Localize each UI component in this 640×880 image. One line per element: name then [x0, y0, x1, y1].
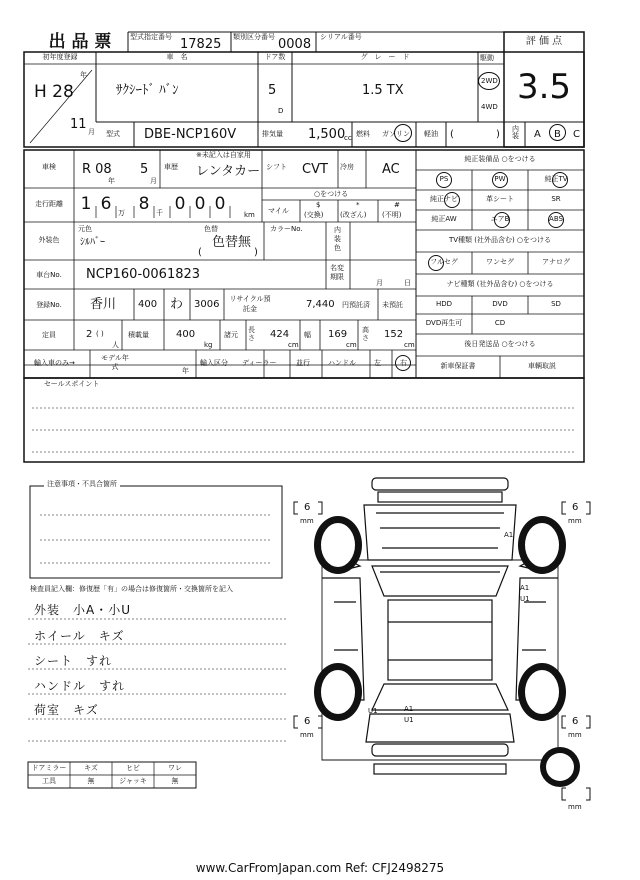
year-unit: 年 — [80, 71, 87, 79]
plate-number: 3006 — [194, 299, 220, 310]
capacity-label: 定員 — [42, 331, 56, 339]
rating-label: 評 価 点 — [525, 36, 563, 47]
right-label: 右 — [400, 359, 407, 367]
history-value: レンタカー — [196, 164, 261, 179]
tools-jack-label: ジャッキ — [119, 777, 147, 785]
equipment-title: 純正装備品 ○をつける — [464, 155, 536, 163]
navi-hdd: HDD — [435, 300, 453, 308]
history-note: ※未記入は自家用 — [196, 151, 251, 159]
tools-crack-label: ヒビ — [126, 764, 140, 772]
tread-rr-unit: mm — [568, 731, 582, 739]
grade-label: グ レ ー ド — [360, 53, 410, 61]
left-label: 左 — [374, 359, 381, 367]
plate-label: 登録No. — [36, 301, 62, 309]
length-label: 長さ — [248, 326, 255, 342]
unknown-symbol: # — [394, 201, 400, 209]
load-value: 400 — [176, 329, 196, 340]
damage-right-side-u: U1 — [520, 595, 530, 603]
navi-type-title: ナビ種類 (社外品含む) ○をつける — [446, 280, 554, 288]
inspector-note: 検査員記入欄：修復歴「有」の場合は修復箇所・交換箇所を記入 — [30, 585, 233, 593]
model-year-unit: 年 — [182, 367, 189, 375]
load-label: 積載量 — [128, 331, 149, 339]
plate-kana: わ — [170, 297, 184, 312]
equip-pw: PW — [494, 175, 506, 183]
tools-jack-value: 無 — [171, 777, 179, 785]
interior-color-label: 内装色 — [334, 226, 341, 252]
recycle-label: リサイクル預託金 — [229, 295, 271, 313]
name-change-month: 月 — [376, 279, 383, 287]
model-designation-value: 17825 — [180, 37, 222, 52]
displacement-label: 排気量 — [262, 130, 283, 138]
interior-c: C — [573, 129, 580, 140]
doc-manual: 車輌取説 — [528, 362, 556, 370]
inspection-month-unit: 月 — [150, 177, 157, 185]
displacement-value: 1,500 — [308, 127, 346, 142]
name-change-label: 名変期限 — [330, 264, 344, 281]
tv-type-title: TV種類 (社外品含む) ○をつける — [448, 236, 552, 244]
color-no-label: カラーNo. — [270, 225, 303, 233]
navi-dvd-play: DVD再生可 — [425, 319, 463, 327]
note-line-2: ホイール キズ — [34, 629, 125, 643]
navi-cd: CD — [494, 319, 506, 327]
rating-value: 3.5 — [516, 67, 572, 107]
drive-2wd: 2WD — [481, 77, 498, 85]
equip-navi: 純正ナビ — [430, 195, 458, 203]
cooler-value: AC — [382, 162, 400, 177]
note-line-1: 外装 小A・小U — [34, 603, 131, 617]
equip-aw: 純正AW — [431, 215, 457, 223]
damage-rear-left: U1 — [368, 707, 378, 715]
damage-rear-center-a: A1 — [404, 705, 414, 713]
capacity-value: 2 — [86, 329, 93, 340]
doc-warranty: 新車保証書 — [440, 362, 476, 370]
mileage-digit-5: 0 — [194, 194, 206, 214]
grade-value: 1.5 TX — [362, 83, 404, 98]
paint-paren-close: ) — [254, 247, 258, 258]
person-unit: 人 — [112, 341, 119, 349]
tamper-label: (改ざん) — [340, 211, 367, 219]
category-label: 類別区分番号 — [233, 33, 275, 41]
mileage-digit-1: 1 — [80, 194, 92, 214]
fuel-paren-close: ) — [496, 129, 500, 140]
tamper-symbol: * — [356, 201, 360, 209]
model-label: 型式 — [106, 130, 120, 138]
width-label: 幅 — [304, 331, 311, 339]
note-line-4: ハンドル すれ — [34, 679, 126, 693]
tools-mirror-label: ドアミラー — [31, 764, 67, 772]
import-division-label: 輸入区分 — [200, 359, 228, 367]
color-label: 外装色 — [38, 236, 60, 244]
category-value: 0008 — [278, 37, 312, 52]
mileage-man-unit: 万 — [118, 209, 125, 217]
mileage-label: 走行距離 — [35, 200, 63, 208]
doors-value: 5 — [268, 83, 277, 98]
unpaid-label: 未預託 — [382, 301, 403, 309]
length-unit: cm — [288, 341, 299, 349]
inspection-year: R 08 — [82, 162, 112, 177]
tools-crack2-label: ワレ — [168, 764, 182, 772]
first-reg-label: 初年度登録 — [42, 53, 78, 61]
fuel-label: 燃料 — [356, 130, 370, 138]
inspection-month: 5 — [140, 162, 149, 177]
mile-symbol: $ — [316, 201, 321, 209]
width-value: 169 — [328, 329, 348, 340]
interior-b: B — [554, 129, 561, 140]
cooler-label: 冷房 — [340, 163, 354, 171]
orig-color-value: ｼﾙﾊﾞｰ — [80, 237, 105, 248]
model-designation-label: 型式指定番号 — [130, 33, 172, 41]
equip-sr: SR — [551, 195, 561, 203]
recycle-unit: 円預託済 — [342, 301, 370, 309]
mileage-sen-unit: 千 — [156, 209, 163, 217]
km-unit: km — [244, 211, 255, 219]
capacity-paren: ( ) — [96, 330, 104, 338]
name-change-day: 日 — [404, 279, 411, 287]
plate-class: 400 — [138, 299, 158, 310]
interior-a: A — [534, 129, 541, 140]
tread-rl: 6 — [304, 716, 311, 727]
first-reg-month: 11 — [70, 117, 87, 132]
model-value: DBE-NCP160V — [144, 127, 237, 142]
dims-label: 諸元 — [224, 331, 238, 339]
post-docs-title: 後日発送品 ○をつける — [464, 340, 536, 348]
plate-region: 香川 — [90, 297, 117, 312]
fuel-diesel: 軽油 — [424, 130, 438, 138]
mileage-digit-3: 8 — [138, 194, 150, 214]
damage-front-right: A1 — [504, 531, 514, 539]
tools-scratch-label: キズ — [84, 764, 98, 772]
tread-rr: 6 — [572, 716, 579, 727]
tv-analog: アナログ — [542, 258, 570, 266]
paint-label: 色替 — [204, 225, 218, 233]
tread-fr: 6 — [572, 502, 579, 513]
model-year-label: モデル年式 — [101, 354, 129, 371]
parallel-label: 並行 — [296, 359, 310, 367]
mileage-circle-note: ○をつける — [314, 190, 349, 198]
width-unit: cm — [346, 341, 357, 349]
paint-value: 色替無 — [212, 235, 252, 250]
first-reg-era: H 28 — [34, 82, 74, 102]
tools-tool-value: 無 — [87, 777, 95, 785]
tread-fl: 6 — [304, 502, 311, 513]
dealer-label: ディーラー — [242, 359, 277, 367]
navi-sd: SD — [551, 300, 561, 308]
chassis-value: NCP160-0061823 — [86, 267, 201, 282]
equip-airbag: エアB — [490, 215, 510, 223]
length-value: 424 — [270, 329, 290, 340]
serial-label: シリアル番号 — [320, 33, 362, 41]
inspection-year-unit: 年 — [108, 177, 115, 185]
orig-color-label: 元色 — [78, 225, 92, 233]
equip-tv: 純正TV — [544, 175, 568, 183]
handle-label: ハンドル — [328, 359, 356, 367]
car-name: ｻｸｼｰﾄﾞ ﾊﾞﾝ — [116, 83, 179, 98]
door-type: D — [278, 107, 284, 115]
notes-title: 注意事項・不具合箇所 — [44, 481, 120, 488]
kg-unit: kg — [204, 341, 213, 349]
tread-fr-unit: mm — [568, 517, 582, 525]
import-only-label: 輸入車のみ→ — [34, 359, 75, 367]
footer-watermark: www.CarFromJapan.com Ref: CFJ2498275 — [195, 861, 445, 875]
tv-fullseg: フルセグ — [430, 258, 458, 266]
month-unit: 月 — [88, 128, 95, 136]
equip-abs: ABS — [549, 215, 563, 223]
mileage-digit-6: 0 — [214, 194, 226, 214]
car-name-label: 車 名 — [166, 53, 188, 61]
tread-rl-unit: mm — [300, 731, 314, 739]
shift-label: シフト — [266, 163, 287, 171]
damage-right-side-a: A1 — [520, 584, 530, 592]
inspection-label: 車検 — [42, 163, 56, 171]
equip-leather: 革シート — [486, 195, 514, 203]
unknown-label: (不明) — [382, 211, 402, 219]
height-value: 152 — [384, 329, 404, 340]
history-label: 車歴 — [164, 163, 178, 171]
sheet-title: 出 品 票 — [48, 31, 112, 52]
mile-label: マイル — [268, 207, 289, 215]
paint-paren-open: ( — [198, 247, 202, 258]
mileage-digit-4: 0 — [174, 194, 186, 214]
recycle-value: 7,440 — [306, 299, 335, 310]
fuel-paren-open: ( — [450, 129, 454, 140]
interior-label: 内装 — [512, 125, 519, 140]
tread-fl-unit: mm — [300, 517, 314, 525]
replace-label: (交換) — [304, 211, 324, 219]
shift-value: CVT — [302, 162, 328, 177]
tread-spare-unit: mm — [568, 803, 582, 811]
drive-4wd: 4WD — [481, 103, 498, 111]
mileage-digit-2: 6 — [100, 194, 112, 214]
navi-dvd: DVD — [492, 300, 508, 308]
equip-ps: PS — [439, 175, 449, 183]
tools-tool-label: 工具 — [42, 777, 56, 785]
fuel-gasoline: ガソリン — [382, 130, 410, 138]
tv-oneseg: ワンセグ — [486, 258, 514, 266]
note-line-3: シート すれ — [34, 654, 113, 668]
height-label: 高さ — [362, 326, 369, 342]
height-unit: cm — [404, 341, 415, 349]
damage-rear-center-u: U1 — [404, 716, 414, 724]
doors-label: ドア数 — [264, 53, 286, 61]
note-line-5: 荷室 キズ — [34, 703, 99, 717]
drive-label: 駆動 — [480, 54, 494, 62]
cc-unit: cc — [344, 134, 352, 142]
sales-point-label: セールスポイント — [44, 380, 100, 388]
chassis-label: 車台No. — [36, 271, 62, 279]
